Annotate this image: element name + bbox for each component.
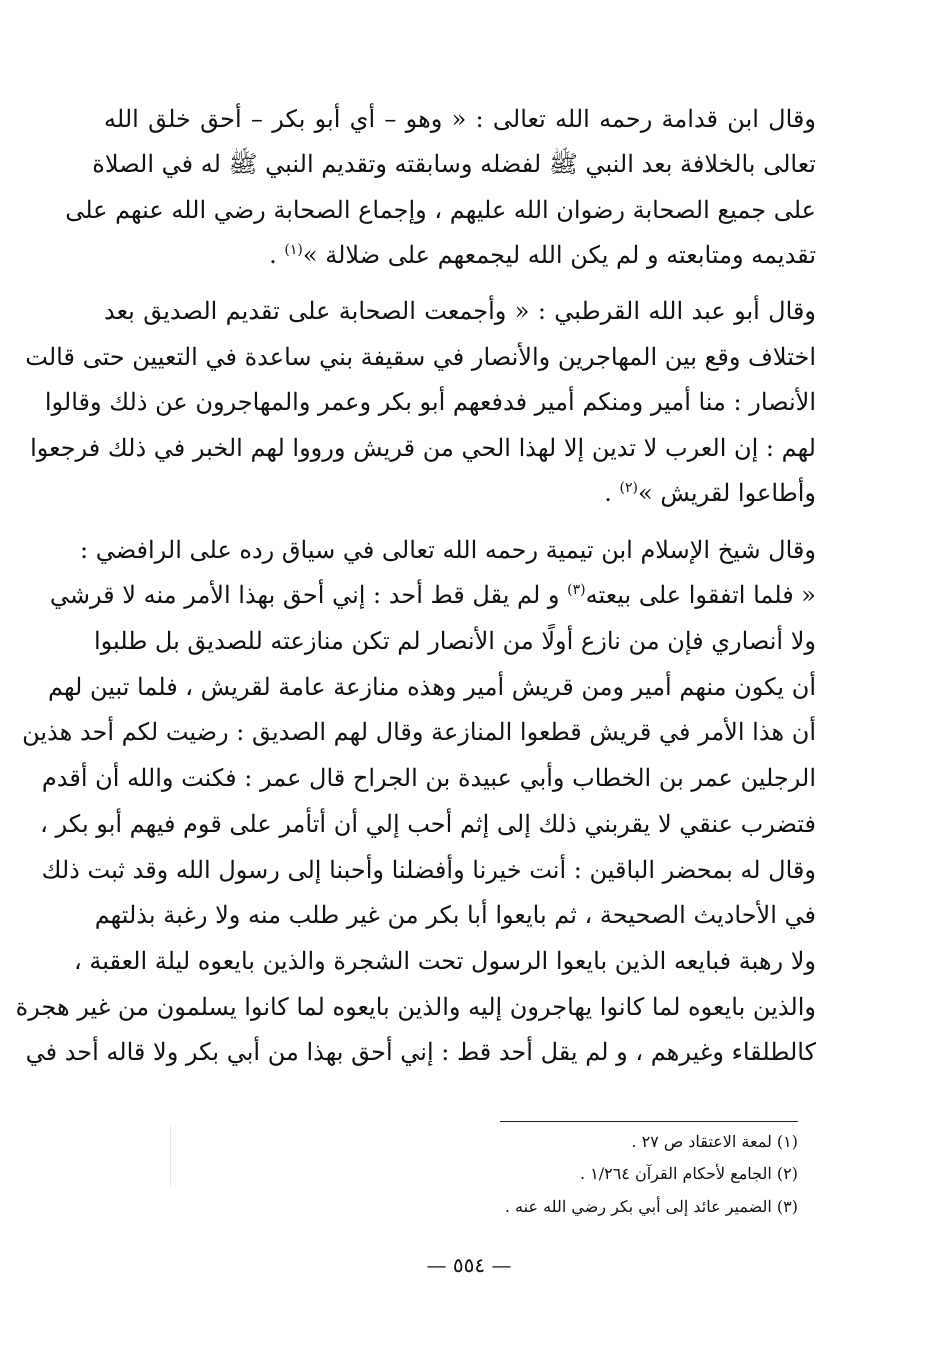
- footnote: (٣) الضمير عائد إلى أبي بكر رضي الله عنه .: [504, 1197, 798, 1216]
- text-line: أن هذا الأمر في قريش قطعوا المنازعة وقال لهم الصديق : رضيت لكم أحد هذين: [22, 718, 816, 746]
- text-line: أن يكون منهم أمير ومن قريش أمير وهذه منازعة عامة لقريش ، فلما تبين لهم: [48, 673, 816, 701]
- text-line: ولا رهبة فبايعه الذين بايعوا الرسول تحت الشجرة والذين بايعوه ليلة العقبة ،: [73, 947, 816, 975]
- text-line: وقال ابن قدامة رحمه الله تعالى : « وهو – أي أبو بكر – أحق خلق الله: [104, 105, 816, 133]
- scan-artifact: [170, 1126, 171, 1186]
- text-line: تقديمه ومتابعته و لم يكن الله ليجمعهم على ضلالة »$^{(١)}$ .: [269, 241, 816, 269]
- text-line: على جميع الصحابة رضوان الله عليهم ، وإجماع الصحابة رضي الله عنهم على: [65, 196, 816, 224]
- footnote-divider: [500, 1121, 798, 1122]
- text-line: كالطلقاء وغيرهم ، و لم يقل أحد قط : إني أحق بهذا من أبي بكر ولا قاله أحد في: [25, 1038, 816, 1066]
- footnote-marker: (٣): [567, 582, 586, 598]
- text-line: لهم : إن العرب لا تدين إلا لهذا الحي من قريش ورووا لهم الخبر في ذلك فرجعوا: [30, 434, 816, 462]
- text-line: وقال شيخ الإسلام ابن تيمية رحمه الله تعالى في سياق رده على الرافضي :: [80, 536, 816, 564]
- text-line: وأطاعوا لقريش »$^{(٢)}$ .: [604, 479, 816, 507]
- footnote-marker: (٢): [619, 480, 639, 496]
- text-line: الأنصار : منا أمير ومنكم أمير فدفعهم أبو بكر وعمر والمهاجرون عن ذلك وقالوا: [44, 388, 816, 416]
- text-line: « فلما اتفقوا على بيعته$^{(٣)}$ و لم يقل قط أحد : إني أحق بهذا الأمر منه لا قرشي: [49, 581, 816, 609]
- text-line: الرجلين عمر بن الخطاب وأبي عبيدة بن الجراح قال عمر : فكنت والله أن أقدم: [41, 764, 816, 792]
- footnote: (٢) الجامع لأحكام القرآن ١/٢٦٤ .: [579, 1164, 798, 1183]
- text-line: تعالى بالخلافة بعد النبي ﷺ لفضله وسابقته وتقديم النبي ﷺ له في الصلاة: [92, 150, 816, 178]
- text-line: وقال أبو عبد الله القرطبي : « وأجمعت الصحابة على تقديم الصديق بعد: [104, 297, 816, 325]
- text-line: والذين بايعوه لما كانوا يهاجرون إليه والذين بايعوه لما كانوا يسلمون من غير هجرة: [15, 993, 816, 1021]
- footnote-marker: (١): [284, 242, 303, 258]
- text-line: ولا أنصاري فإن من نازع أولًا من الأنصار لم تكن منازعته للصديق بل طلبوا: [93, 627, 816, 655]
- text-line: في الأحاديث الصحيحة ، ثم بايعوا أبا بكر من غير طلب منه ولا رغبة بذلتهم: [94, 901, 816, 929]
- page-number: — ٥٥٤ —: [426, 1253, 512, 1277]
- text-line: اختلاف وقع بين المهاجرين والأنصار في سقيفة بني ساعدة في التعيين حتى قالت: [25, 343, 816, 371]
- text-line: فتضرب عنقي لا يقربني ذلك إلى إثم أحب إلي أن أتأمر على قوم فيهم أبو بكر ،: [40, 810, 816, 838]
- text-line: وقال له بمحضر الباقين : أنت خيرنا وأفضلنا وأحبنا إلى رسول الله وقد ثبت ذلك: [41, 856, 816, 884]
- footnote: (١) لمعة الاعتقاد ص ٢٧ .: [631, 1132, 798, 1151]
